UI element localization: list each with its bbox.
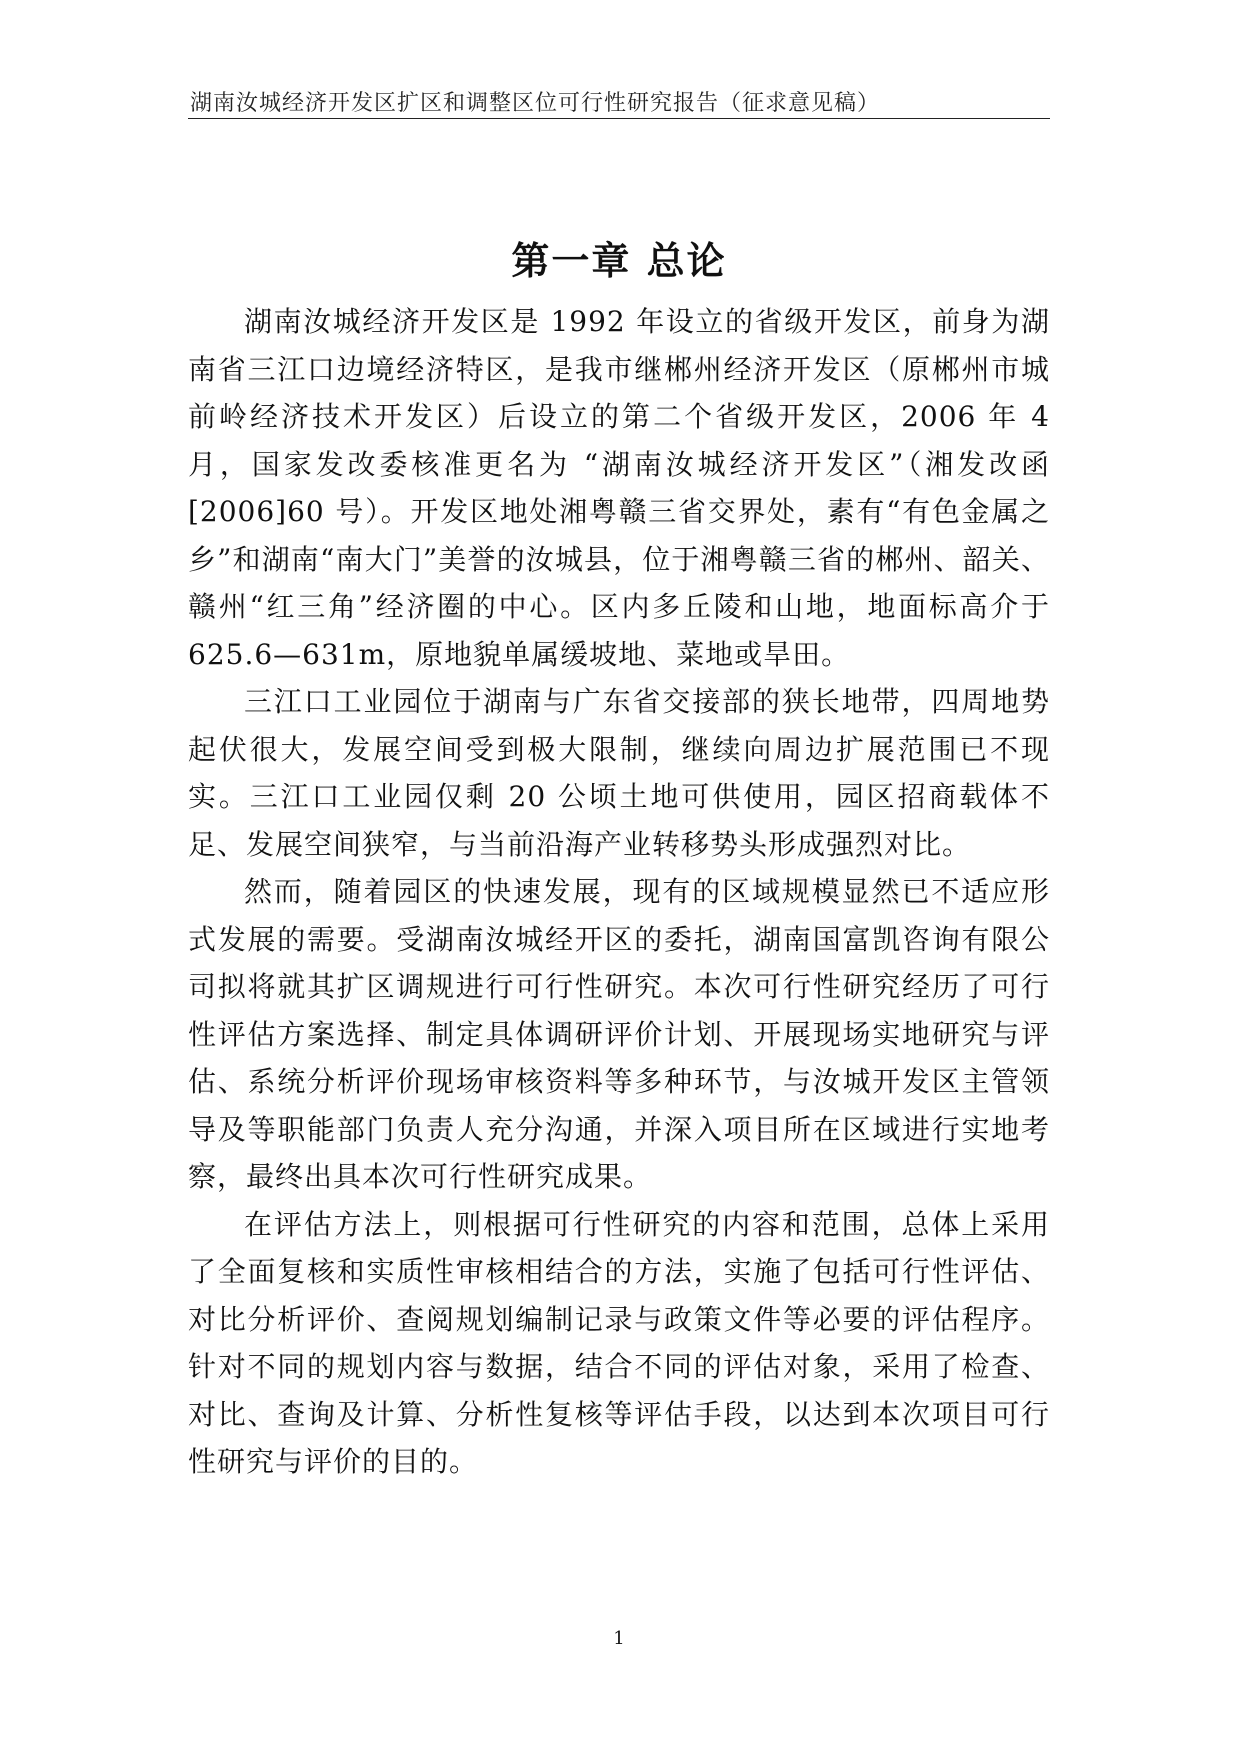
page-number: 1: [613, 1628, 625, 1649]
paragraph-1: 湖南汝城经济开发区是 1992 年设立的省级开发区，前身为湖南省三江口边境经济特区，是我市继郴州经济开发区（原郴州市城前岭经济技术开发区）后设立的第二个省级开发区，2006 年 4 月，国家发改委核准更名为 “湖南汝城经济开发区”（湘发改函[2006]60 号）。开发区地处湘粤赣三省交界处，素有“有色金属之乡”和湖南“南大门”美誉的汝城县，位于湘粤赣三省的郴州、韶关、赣州“红三角”经济圈的中心。区内多丘陵和山地，地面标高介于 625.6—631m，原地貌单属缓坡地、菜地或旱田。: [188, 305, 1050, 671]
paragraph-2: 三江口工业园位于湖南与广东省交接部的狭长地带，四周地势起伏很大，发展空间受到极大限制，继续向周边扩展范围已不现实。三江口工业园仅剩 20 公顷土地可供使用，园区招商载体不足、发展空间狭窄，与当前沿海产业转移势头形成强烈对比。: [188, 685, 1050, 861]
paragraph-3: 然而，随着园区的快速发展，现有的区域规模显然已不适应形式发展的需要。受湖南汝城经开区的委托，湖南国富凯咨询有限公司拟将就其扩区调规进行可行性研究。本次可行性研究经历了可行性评估方案选择、制定具体调研评价计划、开展现场实地研究与评估、系统分析评价现场审核资料等多种环节，与汝城开发区主管领导及等职能部门负责人充分沟通，并深入项目所在区域进行实地考察，最终出具本次可行性研究成果。: [188, 875, 1050, 1193]
header-rule: [188, 118, 1050, 119]
body-text: [188, 298, 1050, 1486]
running-header: 湖南汝城经济开发区扩区和调整区位可行性研究报告（征求意见稿）: [190, 91, 881, 116]
chapter-title: 第一章 总论: [511, 238, 727, 283]
paragraph-4: 在评估方法上，则根据可行性研究的内容和范围，总体上采用了全面复核和实质性审核相结合的方法，实施了包括可行性评估、对比分析评价、查阅规划编制记录与政策文件等必要的评估程序。针对不同的规划内容与数据，结合不同的评估对象，采用了检查、对比、查询及计算、分析性复核等评估手段，以达到本次项目可行性研究与评价的目的。: [188, 1207, 1050, 1478]
